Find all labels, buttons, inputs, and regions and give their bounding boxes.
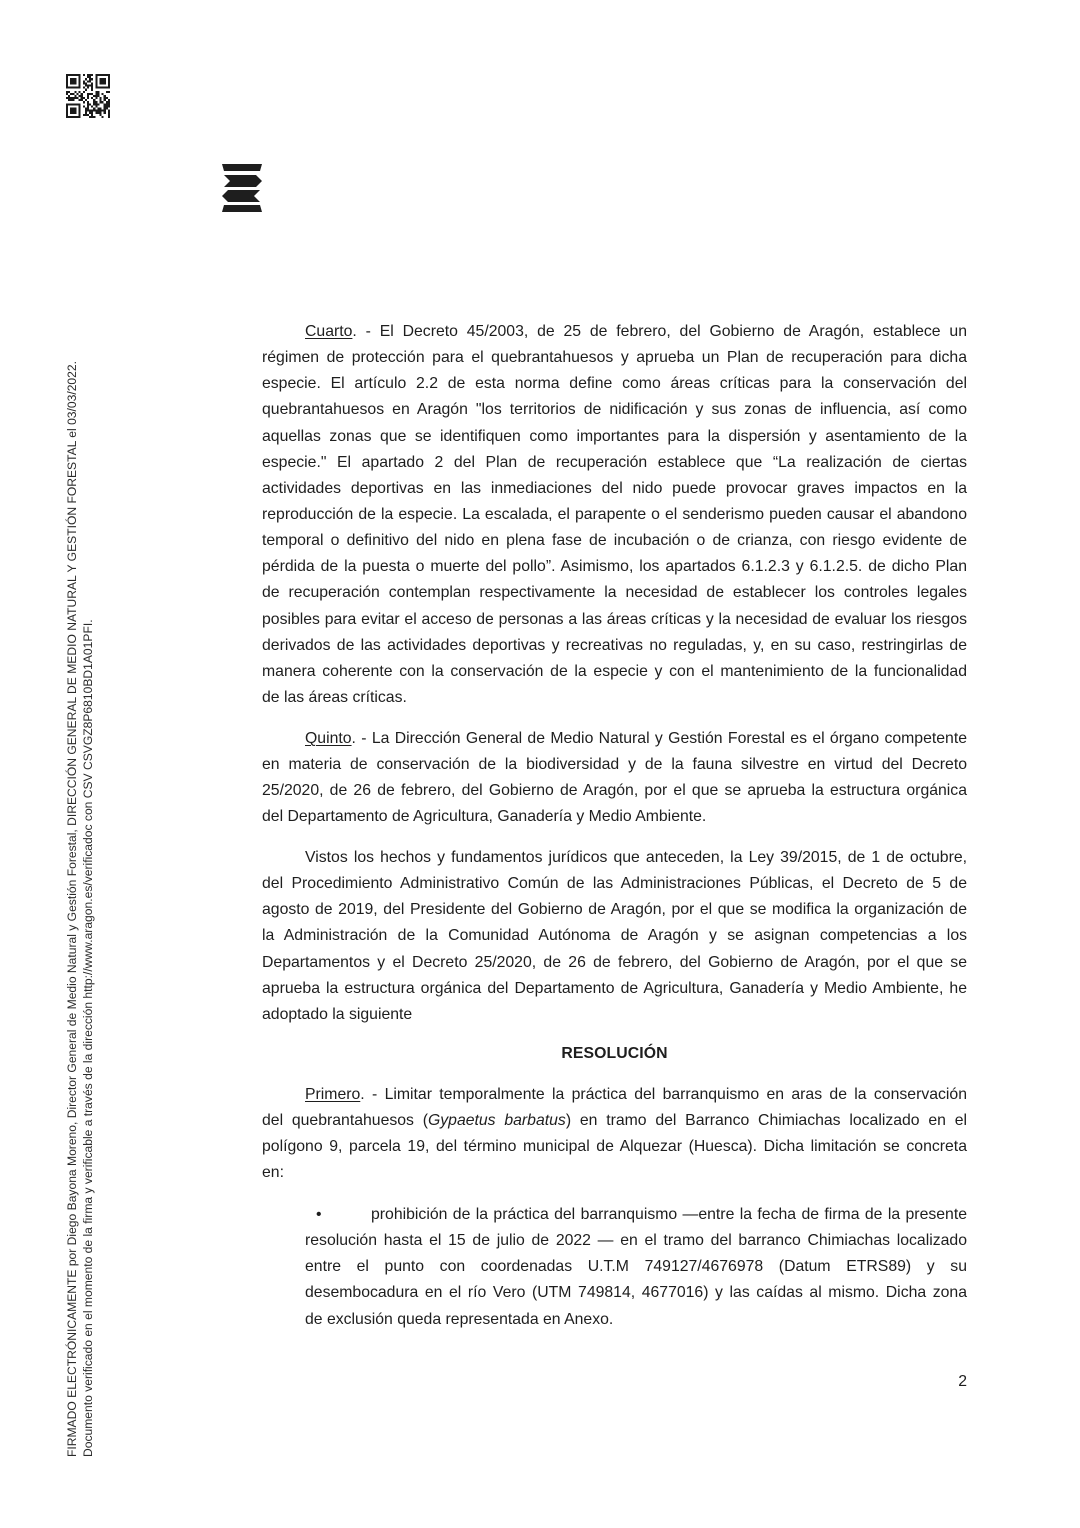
line-text: ) en tramo del Barranco Chimiachas localizado en el [565,1112,967,1130]
bullet-item [305,1202,967,1333]
text-line: posibles para evitar el acceso de personas a las áreas críticas y la necesidad de evaluar los riesgos [262,610,967,628]
text-line: quebrantahuesos en Aragón "los territorios de nidificación y sus zonas de influencia, así como [262,401,967,419]
paragraph-first-line [262,319,967,345]
paragraph-first-line [262,726,967,752]
text-line: especie." El apartado 2 del Plan de recuperación establece que “La realización de ciertas [262,453,967,471]
qr-code-icon [66,74,110,118]
paragraph-first-line: Vistos los hechos y fundamentos jurídicos que anteceden, la Ley 39/2015, de 1 de octubre, [305,849,967,866]
text-line: 25/2020, de 26 de febrero, del Gobierno de Aragón, por el que se aprueba la estructura orgánica [262,782,967,800]
text-line: entre el punto con coordenadas U.T.M 749127/4676978 (Datum ETRS89) y su [305,1258,967,1276]
logo-graphic [220,162,264,214]
verification-line: Documento verificado en el momento de la firma y verificable a través de la dirección http://www.aragon.es/verificadoc con CSV CSVGZ8P6810BD1A01PFI. [81,619,95,1457]
text-line: desembocadura en el río Vero (UTM 749814, 4677016) y las caídas al mismo. Dicha zona [305,1284,967,1302]
text-line: la Administración de la Comunidad Autónoma de Aragón y se asignan competencias a los [262,927,967,945]
electronic-signature-note [64,345,96,1457]
text-line: actividades deportivas en las inmediaciones del nido puede provocar graves impactos en la [262,479,967,497]
text-line: aquellas zonas que se identifiquen como importantes para la dispersión y asentamiento de la [262,427,967,445]
section-label: Quinto [305,730,352,747]
line-text: del quebrantahuesos ( [262,1112,428,1130]
text-line: en: [262,1164,284,1182]
signature-line: FIRMADO ELECTRÓNICAMENTE por Diego Bayona Moreno, Director General de Medio Natural y Gestión Forestal, DIRECCIÓN GENERAL DE MEDIO NATURAL Y GESTIÓN FORESTAL el 03/03/2022. [65,361,79,1457]
text-line: reproducción de la especie. La escalada, el parapente o el senderismo pueden causar el abandono [262,505,967,523]
section-label: Primero [305,1086,361,1103]
text-line: régimen de protección para el quebrantahuesos y aprueba un Plan de recuperación para dicha [262,349,967,367]
bullet-marker: • [316,1206,322,1223]
paragraph-cuarto [262,319,967,711]
text-line: manera coherente con la conservación de la especie y con el mantenimiento de la funcionalidad [262,662,967,680]
text-line: Departamentos y el Decreto 25/2020, de 26 de febrero, del Gobierno de Aragón, por el que se [262,953,967,971]
text-line [262,1108,967,1134]
text-line: del Departamento de Agricultura, Ganadería y Medio Ambiente. [262,808,707,826]
text-line: derivados de las actividades deportivas y recreativas no reguladas, y, en su caso, restringirlas de [262,636,967,654]
text-line: agosto de 2019, del Presidente del Gobierno de Aragón, por el que se modifica la organización de [262,901,967,919]
line-text: . - La Dirección General de Medio Natural y Gestión Forestal es el órgano competente [351,730,967,747]
text-line: de exclusión queda representada en Anexo. [305,1310,614,1328]
text-line: en materia de conservación de la biodiversidad y de la fauna silvestre en virtud del Decreto [262,756,967,774]
section-label: Cuarto [305,323,353,340]
page-number: 2 [958,1373,967,1390]
species-name: Gypaetus barbatus [427,1112,566,1130]
qr-code-graphic [66,74,110,118]
line-text: . - El Decreto 45/2003, de 25 de febrero, del Gobierno de Aragón, establece un [352,323,967,340]
text-line: pérdida de la puesta o muerte del pollo”. Asimismo, los apartados 6.1.2.3 y 6.1.2.5. de dicho Plan [262,558,967,576]
text-line: de recuperación contemplan respectivamente la necesidad de establecer los controles legales [262,584,967,602]
text-line: de las áreas críticas. [262,688,407,706]
paragraph-vistos [262,845,967,1028]
paragraph-first-line [262,1082,967,1108]
text-line: especie. El artículo 2.2 de esta norma define como áreas críticas para la conservación del [262,375,967,393]
gobierno-aragon-logo-icon [220,162,264,214]
text-line: temporal o definitivo del nido en plena fase de incubación o de crianza, con riesgo evidente de [262,532,967,550]
paragraph-quinto [262,726,967,831]
text-line: del Procedimiento Administrativo Común de las Administraciones Públicas, el Decreto de 5 de [262,875,967,893]
resolution-heading: RESOLUCIÓN [561,1045,668,1062]
bullet-first-line [305,1202,967,1228]
text-line: resolución hasta el 15 de julio de 2022 — en el tramo del barranco Chimiachas localizado [305,1232,967,1250]
text-line: aprueba la estructura orgánica del Departamento de Agricultura, Ganadería y Medio Ambiente, he [262,979,967,997]
line-text: . - Limitar temporalmente la práctica del barranquismo en aras de la conservación [360,1086,967,1103]
line-text: prohibición de la práctica del barranquismo —entre la fecha de firma de la presente [371,1206,967,1223]
paragraph-primero [262,1082,967,1187]
text-line: adoptado la siguiente [262,1005,413,1023]
text-line: polígono 9, parcela 19, del término municipal de Alquezar (Huesca). Dicha limitación se concreta [262,1138,967,1156]
